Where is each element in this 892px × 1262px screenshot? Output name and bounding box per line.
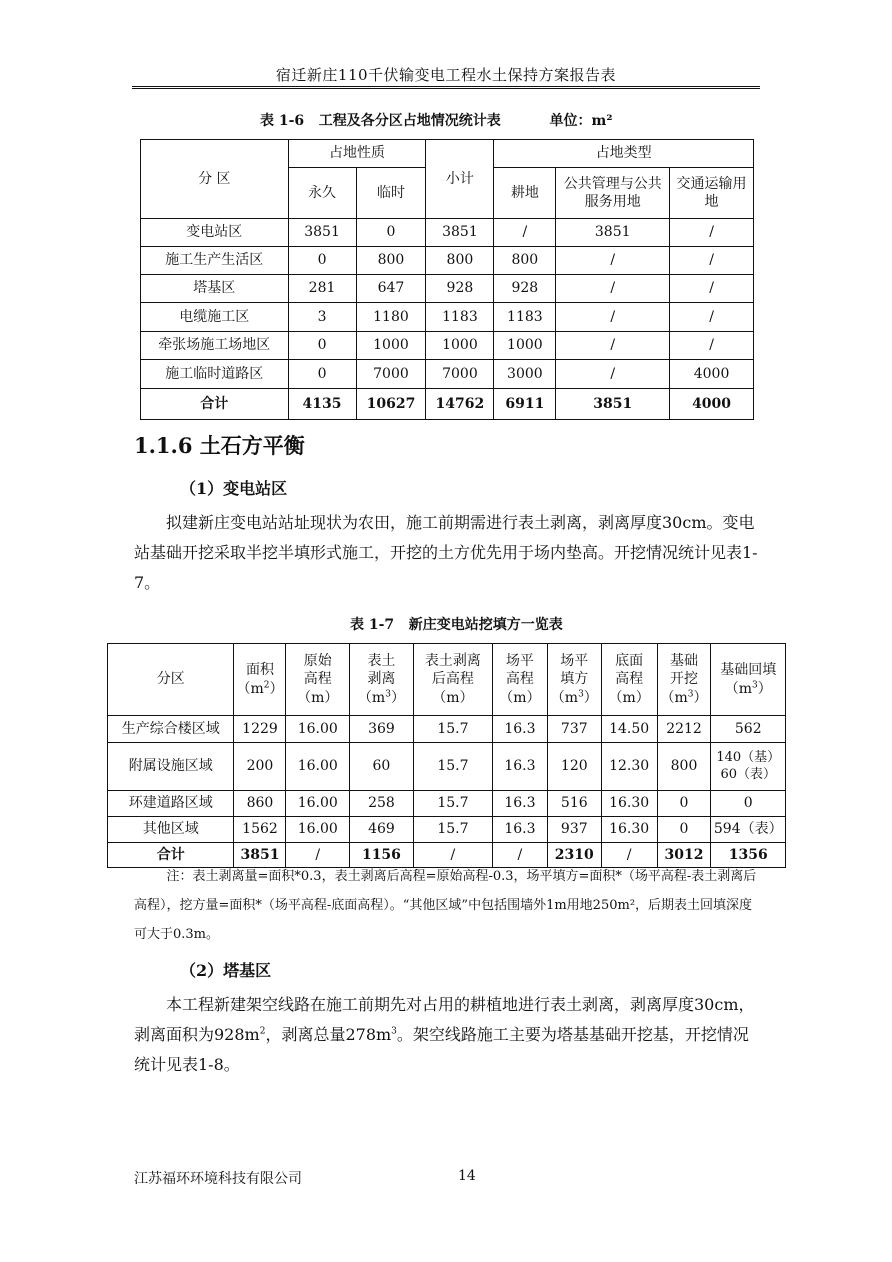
table-cell: 环建道路区域 bbox=[108, 791, 234, 817]
table-cell: 7000 bbox=[426, 360, 494, 389]
table-cell: 3000 bbox=[494, 360, 556, 389]
table-cell: 15.7 bbox=[413, 743, 492, 791]
table-cell: 16.30 bbox=[601, 817, 657, 843]
table-cell: 3851 bbox=[556, 389, 670, 420]
table-cell: / bbox=[556, 332, 670, 360]
table-cell: 800 bbox=[426, 247, 494, 275]
table-cell: / bbox=[286, 843, 350, 868]
table-header-row bbox=[108, 644, 786, 716]
table-cell: 928 bbox=[494, 275, 556, 303]
table-cell: 800 bbox=[657, 743, 711, 791]
table-cell: 15.7 bbox=[413, 791, 492, 817]
table-cell: 3851 bbox=[288, 219, 356, 247]
table-cell: 1000 bbox=[426, 332, 494, 360]
header-after-strip-elevation: 表土剥离 后高程 （m） bbox=[413, 644, 492, 716]
header-flat-elevation: 场平 高程 （m） bbox=[493, 644, 548, 716]
table-cell: 0 bbox=[711, 791, 786, 817]
table-cell: 4000 bbox=[670, 389, 754, 420]
header-topsoil-strip: 表土 剥离 $(m^3)$ bbox=[350, 644, 414, 716]
table-cell: 14762 bbox=[426, 389, 494, 420]
table-cell: 0 bbox=[288, 332, 356, 360]
table-cell: / bbox=[556, 247, 670, 275]
subsection-heading-tower: （2）塔基区 bbox=[180, 961, 272, 980]
table-cell: 16.3 bbox=[493, 716, 548, 743]
header-subtotal: 小计 bbox=[426, 140, 494, 219]
table-cell: 647 bbox=[356, 275, 426, 303]
table-cell: 800 bbox=[494, 247, 556, 275]
page-number: 14 bbox=[458, 1168, 476, 1184]
running-header: 宿迁新庄110千伏输变电工程水土保持方案报告表 bbox=[275, 66, 617, 84]
header-permanent: 永久 bbox=[288, 168, 356, 219]
table-cell: 258 bbox=[350, 791, 414, 817]
paragraph-substation: 拟建新庄变电站站址现状为农田，施工前期需进行表土剥离，剥离厚度30cm。变电站基础开挖采取半挖半填形式施工，开挖的土方优先用于场内垫高。开挖情况统计见表1-7。 bbox=[134, 513, 758, 592]
table-cell: 15.7 bbox=[413, 716, 492, 743]
table-cell: 附属设施区域 bbox=[108, 743, 234, 791]
table-row bbox=[141, 247, 754, 275]
table-cell: 16.3 bbox=[493, 817, 548, 843]
table-row bbox=[141, 275, 754, 303]
table-cell: / bbox=[670, 332, 754, 360]
table-cell: 0 bbox=[356, 219, 426, 247]
table-cell: 737 bbox=[547, 716, 601, 743]
table-row bbox=[108, 743, 786, 791]
header-public-land: 公共管理与公共服务用地 bbox=[556, 168, 670, 219]
table-cell: 施工临时道路区 bbox=[141, 360, 289, 389]
table-cell: 1356 bbox=[711, 843, 786, 868]
table-cell: 10627 bbox=[356, 389, 426, 420]
table-cell: 200 bbox=[234, 743, 286, 791]
table-row bbox=[141, 332, 754, 360]
table-cell: 800 bbox=[356, 247, 426, 275]
table-note: 注：表土剥离量=面积*0.3，表土剥离后高程=原始高程-0.3，场平填方=面积*（场平高程-表土剥离后高程），挖方量=面积*（场平高程-底面高程）。“其他区域”中包括围墙外1m用地250m²，后期表土回填深度可大于0.3m。 bbox=[134, 869, 757, 942]
table-cell: 15.7 bbox=[413, 817, 492, 843]
table-cell: 牵张场施工场地区 bbox=[141, 332, 289, 360]
table-cell: 6911 bbox=[494, 389, 556, 420]
table-cell: 516 bbox=[547, 791, 601, 817]
table-cell: / bbox=[556, 360, 670, 389]
table-cell: 928 bbox=[426, 275, 494, 303]
table-cell: 施工生产生活区 bbox=[141, 247, 289, 275]
table-cell: 2212 bbox=[657, 716, 711, 743]
table-cell: 1156 bbox=[350, 843, 414, 868]
table-cell: 3851 bbox=[426, 219, 494, 247]
table-cell: 1183 bbox=[426, 303, 494, 332]
table-cell: 1183 bbox=[494, 303, 556, 332]
header-bottom-elevation: 底面 高程 （m） bbox=[601, 644, 657, 716]
table-cell: / bbox=[601, 843, 657, 868]
header-traffic-land: 交通运输用地 bbox=[670, 168, 754, 219]
table-cell: 594（表） bbox=[711, 817, 786, 843]
section-heading: 1.1.6 土石方平衡 bbox=[134, 433, 305, 458]
header-zone: 分 区 bbox=[141, 140, 289, 219]
table-cell: 16.00 bbox=[286, 743, 350, 791]
table-cell: 0 bbox=[288, 247, 356, 275]
subsection-heading-substation: （1）变电站区 bbox=[180, 479, 288, 498]
table-row bbox=[141, 219, 754, 247]
table-1-7-caption: 表 1-7 新庄变电站挖填方一览表 bbox=[350, 617, 563, 633]
header-temporary: 临时 bbox=[356, 168, 426, 219]
table-cell: 合计 bbox=[108, 843, 234, 868]
table-cell: 937 bbox=[547, 817, 601, 843]
header-foundation-excavation: 基础 开挖 $(m^3)$ bbox=[657, 644, 711, 716]
table-cell: 16.00 bbox=[286, 817, 350, 843]
table-cell: 1000 bbox=[494, 332, 556, 360]
header-type: 占地类型 bbox=[494, 140, 754, 168]
land-use-table bbox=[140, 139, 754, 420]
table-cell: 16.3 bbox=[493, 791, 548, 817]
table-cell: 0 bbox=[288, 360, 356, 389]
table-cell: 562 bbox=[711, 716, 786, 743]
table-cell: 3012 bbox=[657, 843, 711, 868]
table-row bbox=[141, 360, 754, 389]
header-area: 面积 $(m^2)$ bbox=[234, 644, 286, 716]
table-row bbox=[108, 716, 786, 743]
table-cell: 14.50 bbox=[601, 716, 657, 743]
table-cell: 140（基） 60（表） bbox=[711, 743, 786, 791]
table-cell: / bbox=[670, 247, 754, 275]
table-cell: 860 bbox=[234, 791, 286, 817]
table-cell: 120 bbox=[547, 743, 601, 791]
table-cell: / bbox=[493, 843, 548, 868]
table-cell: 4135 bbox=[288, 389, 356, 420]
table-total-row bbox=[141, 389, 754, 420]
table-cell: / bbox=[413, 843, 492, 868]
table-cell: 4000 bbox=[670, 360, 754, 389]
table-cell: 合计 bbox=[141, 389, 289, 420]
table-cell: 16.00 bbox=[286, 716, 350, 743]
table-cell: / bbox=[494, 219, 556, 247]
table-cell: / bbox=[670, 219, 754, 247]
header-rule bbox=[132, 86, 760, 89]
table-cell: / bbox=[556, 275, 670, 303]
table-row bbox=[108, 817, 786, 843]
header-foundation-backfill: 基础回填 $(m^3)$ bbox=[711, 644, 786, 716]
footer-company: 江苏福环环境科技有限公司 bbox=[134, 1171, 302, 1187]
table-cell: 3851 bbox=[234, 843, 286, 868]
table-cell: 12.30 bbox=[601, 743, 657, 791]
header-original-elevation: 原始 高程 （m） bbox=[286, 644, 350, 716]
table-1-6-caption: 表 1-6 工程及各分区占地情况统计表 单位：m² bbox=[260, 113, 613, 129]
table-cell: 3 bbox=[288, 303, 356, 332]
table-cell: 281 bbox=[288, 275, 356, 303]
table-cell: 16.3 bbox=[493, 743, 548, 791]
header-farmland: 耕地 bbox=[494, 168, 556, 219]
table-cell: / bbox=[670, 303, 754, 332]
table-row bbox=[108, 791, 786, 817]
table-cell: 60 bbox=[350, 743, 414, 791]
header-flat-fill: 场平 填方 $(m^3)$ bbox=[547, 644, 601, 716]
table-cell: / bbox=[556, 303, 670, 332]
cut-fill-table bbox=[107, 643, 786, 868]
table-cell: 电缆施工区 bbox=[141, 303, 289, 332]
table-cell: 变电站区 bbox=[141, 219, 289, 247]
table-row bbox=[141, 303, 754, 332]
table-cell: 1000 bbox=[356, 332, 426, 360]
table-cell: 1562 bbox=[234, 817, 286, 843]
table-cell: 塔基区 bbox=[141, 275, 289, 303]
table-cell: / bbox=[670, 275, 754, 303]
header-nature: 占地性质 bbox=[288, 140, 426, 168]
table-cell: 1180 bbox=[356, 303, 426, 332]
table-cell: 3851 bbox=[556, 219, 670, 247]
table-cell: 16.00 bbox=[286, 791, 350, 817]
table-cell: 1229 bbox=[234, 716, 286, 743]
table-cell: 2310 bbox=[547, 843, 601, 868]
table-cell: 0 bbox=[657, 791, 711, 817]
table-cell: 0 bbox=[657, 817, 711, 843]
table-cell: 469 bbox=[350, 817, 414, 843]
table-cell: 16.30 bbox=[601, 791, 657, 817]
table-cell: 7000 bbox=[356, 360, 426, 389]
table-cell: 生产综合楼区域 bbox=[108, 716, 234, 743]
paragraph-tower: 本工程新建架空线路在施工前期先对占用的耕植地进行表土剥离，剥离厚度30cm，剥离面积为$928m^2$，剥离总量$278m^3$。架空线路施工主要为塔基基础开挖基，开挖情况统计见表1-8。 bbox=[134, 995, 755, 1074]
table-cell: 其他区域 bbox=[108, 817, 234, 843]
header-zone: 分区 bbox=[108, 644, 234, 716]
table-cell: 369 bbox=[350, 716, 414, 743]
